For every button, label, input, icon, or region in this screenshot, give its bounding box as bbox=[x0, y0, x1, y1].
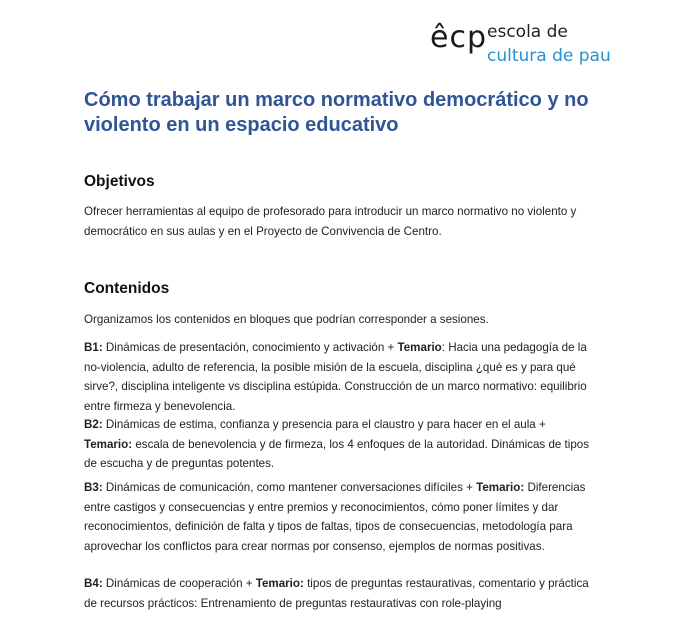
block-text: tipos de preguntas restaurativas, comentario y práctica de recursos prácticos: Entrenamiento de preguntas restaurativas con role-playing bbox=[84, 577, 589, 610]
block-temario: Temario: bbox=[476, 481, 525, 494]
block-text: Diferencias entre castigos y consecuencias y entre premios y reconocimientos, cómo poner límites y dar reconocimientos, definición de falta y tipos de faltas, tipos de consecuencias, metodología para aprovechar los conflictos para crear normas por consenso, ejemplos de normas positivas. bbox=[84, 481, 586, 553]
block-text: escala de benevolencia y de firmeza, los 4 enfoques de la autoridad. Dinámicas de tipos de escucha y de preguntas potentes. bbox=[84, 437, 590, 470]
block-temario: Temario: bbox=[255, 577, 304, 590]
block-text: Dinámicas de estima, confianza y presencia para el claustro y para hacer en el aula + bbox=[102, 418, 546, 431]
logo bbox=[430, 12, 630, 68]
document-title: Cómo trabajar un marco normativo democrático y no violento en un espacio educativo bbox=[84, 89, 589, 136]
logo-text-line1: escola de bbox=[487, 22, 568, 42]
contenidos-intro: Organizamos los contenidos en bloques que podrían corresponder a sesiones. bbox=[84, 313, 489, 326]
block-text: Dinámicas de presentación, conocimiento y activación + bbox=[102, 341, 398, 354]
block-b2 bbox=[84, 415, 594, 474]
block-temario: Temario bbox=[397, 341, 442, 354]
logo-mark: êcp bbox=[430, 20, 487, 55]
block-b1 bbox=[84, 338, 594, 416]
contenidos-heading: Contenidos bbox=[84, 280, 170, 297]
block-b3 bbox=[84, 478, 594, 556]
objetivos-heading: Objetivos bbox=[84, 173, 155, 190]
block-temario: Temario: bbox=[84, 437, 133, 451]
block-label: B1: bbox=[84, 341, 103, 354]
block-text: : Hacia una pedagogía de la no-violencia, adulto de referencia, la posible misión de la escuela, disciplina ¿qué es y para qué sirve?, disciplina inteligente vs disciplina estúpida. Construcción de un marco normativo: equilibrio entre firmeza y benevolencia. bbox=[84, 341, 587, 413]
block-label: B2: bbox=[84, 418, 103, 431]
block-text: Dinámicas de cooperación + bbox=[102, 577, 256, 590]
block-text: Dinámicas de comunicación, como mantener conversaciones difíciles + bbox=[102, 481, 477, 494]
block-label: B4: bbox=[84, 577, 103, 590]
block-b4 bbox=[84, 574, 594, 613]
objetivos-text: Ofrecer herramientas al equipo de profesorado para introducir un marco normativo no violento y democrático en sus aulas y en el Proyecto de Convivencia de Centro. bbox=[84, 205, 577, 238]
logo-text-line2: cultura de pau bbox=[487, 46, 611, 66]
block-label: B3: bbox=[84, 481, 103, 494]
